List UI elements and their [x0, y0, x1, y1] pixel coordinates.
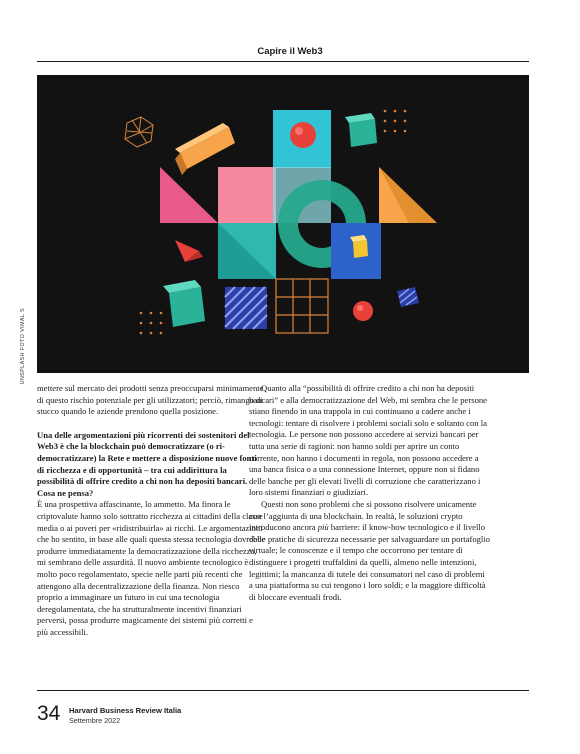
- publication-info: [69, 706, 181, 726]
- publication-name: Harvard Business Review Italia: [69, 706, 182, 715]
- publication-date: Settembre 2022: [69, 716, 121, 725]
- wireframe-cube: [125, 117, 153, 147]
- footer-rule: [37, 690, 529, 691]
- hero-illustration: [37, 75, 529, 373]
- left-column: [37, 383, 266, 638]
- text-run: Questi non sono problemi che si possono risolvere unicamente con l’aggiunta di una blockchain. In realtà, le soluzioni crypto introducono ancora: [249, 498, 477, 533]
- dot-grid-right: [384, 110, 407, 133]
- paragraph: Quanto alla “possibilità di offrire credito a chi non ha depositi bancari” e alla democratizzazione del Web, mi sembra che le persone stiano finendo in una trappola in cui continuano a cadere anche i tecnologi: tentare di risolvere i problemi sociali solo e soltanto con la tecnologia. Le persone non possono accedere ai servizi bancari per tutta una serie di ragioni: non hanno soldi per aprire un conto corrente, non hanno i documenti in regola, non possono accedere a una banca fisica o a una connessione Internet, oppure non si fidano delle banche per gli elevati livelli di corruzione che caratterizzano i loro sistemi finanziari o giudiziari.: [249, 383, 487, 498]
- paragraph: [249, 499, 490, 603]
- text-run: barriere: il know-how tecnologico e il livello delle pratiche di sicurezza necessarie per salvaguardare un portafoglio virtuale; le conoscenze e il tempo che occorrono per tentare di distinguere i progetti truffaldini da quelli, almeno nelle intenzioni, legittimi; la mancanza di tutele dei consumatori nel caso di problemi a una piattaforma su cui tengono i loro soldi; e la maggiore difficoltà di bloccare eventuali frodi.: [249, 522, 490, 602]
- pink-square: [218, 167, 276, 223]
- teal-cube-bottom: [163, 280, 205, 327]
- striped-cube: [225, 287, 267, 329]
- small-striped-cube: [397, 287, 419, 307]
- teal-cube: [345, 113, 377, 147]
- dot-grid-left: [140, 312, 163, 335]
- red-sphere-top: [290, 122, 316, 148]
- paragraph: È una prospettiva affascinante, lo ammetto. Ma finora le criptovalute hanno solo sottratto ricchezza ai cittadini della classe media o ai poveri per «ridistribuirla» ai ricchi. Le argomentazioni che ho sentito, in base alle quali questa stessa tecnologia dovrebbe produrre immediatamente la democratizzazione della ricchezza, mi sembrano delle assurdità. Il nuovo ambiente tecnologico è molto poco regolamentato, specie nelle parti più recenti che attengono alla decentralizzazione della finanza. Non riesco proprio a immaginare un futuro in cui una tecnologia deregolamentata, che ha strutturalmente incentivi finanziari perversi, possa produrre magicamente dei sistemi più corretti e più accessibili.: [37, 499, 266, 637]
- paragraph: mettere sul mercato dei prodotti senza preoccuparsi minimamente di questo rischio potenziale per gli utilizzatori; perciò, rimango di stucco quando le aziende prendono quella posizione.: [37, 383, 264, 417]
- header-rule: [37, 61, 529, 62]
- emphasis: più: [317, 522, 329, 533]
- running-head: Capire il Web3: [257, 46, 323, 57]
- pink-triangle: [160, 167, 218, 223]
- right-column: [249, 383, 490, 603]
- geometric-shapes-artwork: [37, 75, 529, 373]
- interview-question: Una delle argomentazioni più ricorrenti dei sostenitori del Web3 è che la blockchain può democratizzare (o ri-democratizzare) la Rete e mettere a disposizione nuove fonti di ricchezza e di opportunità – tra cui addirittura la possibilità di offrire credito a chi non ha depositi bancari. Cosa ne pensa?: [37, 429, 257, 498]
- red-sphere-bottom: [353, 301, 373, 321]
- page-number: 34: [37, 702, 61, 725]
- wire-grid-box: [276, 279, 328, 333]
- photo-credit: UNSPLASH FOTO VIMAL S: [20, 308, 26, 385]
